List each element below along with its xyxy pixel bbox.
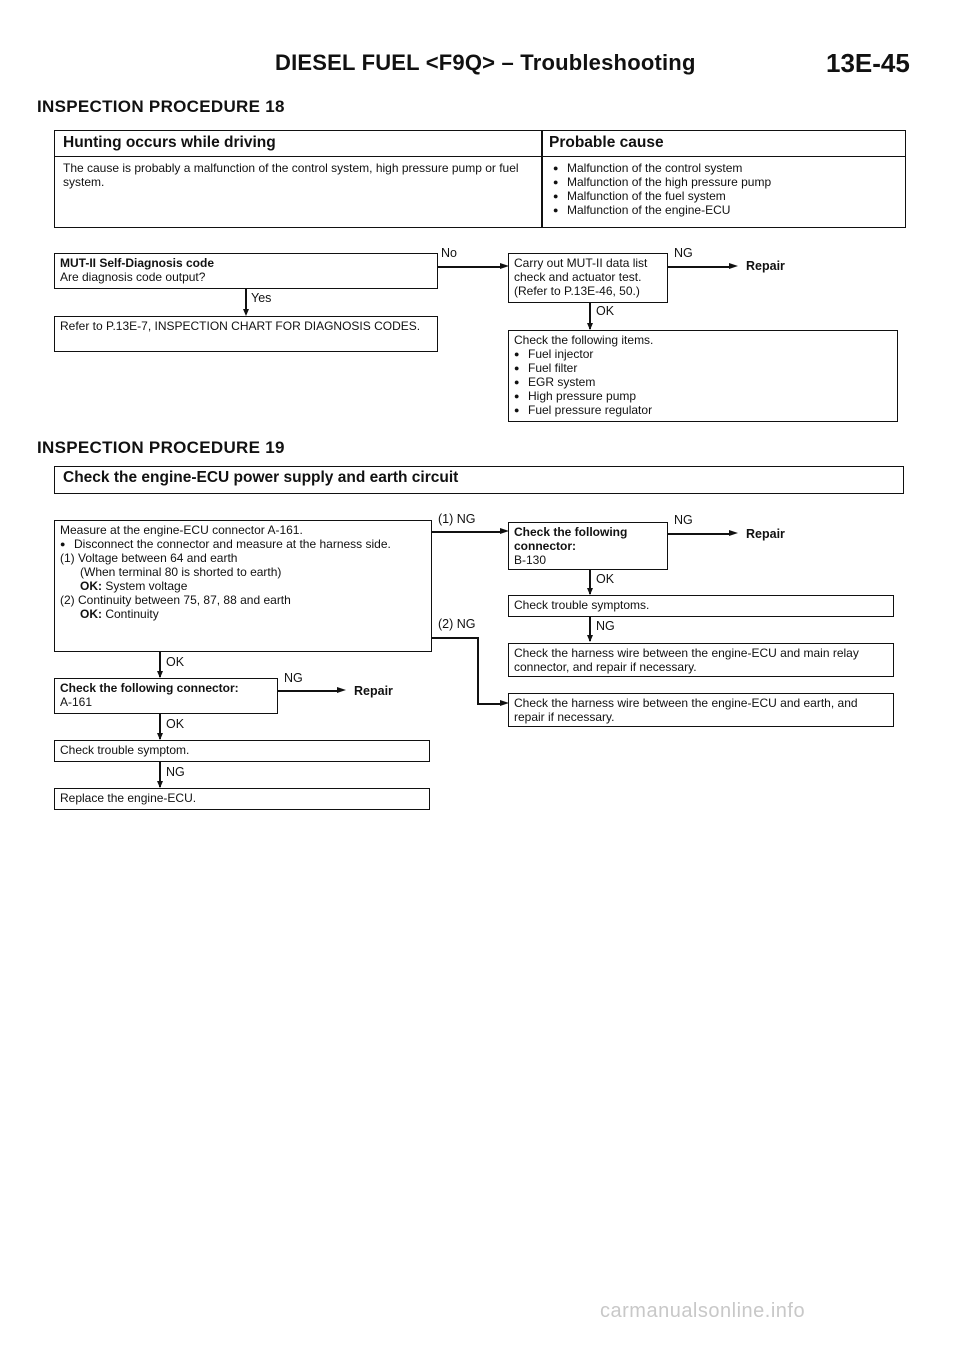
check-trouble-symptoms-box: Check trouble symptoms. (508, 595, 894, 617)
ng1-label: (1) NG (438, 512, 476, 526)
cause-item: ● Malfunction of the control system (553, 161, 893, 175)
ng-label: NG (674, 246, 693, 260)
measure-line-1: Measure at the engine-ECU connector A-161. (60, 523, 303, 537)
measure-box (54, 520, 432, 652)
a161-line-2: A-161 (60, 695, 93, 709)
yes-label: Yes (251, 291, 272, 305)
ok1-key: OK: (80, 579, 102, 593)
ok2-key: OK: (80, 607, 102, 621)
ok2-value: Continuity (105, 607, 159, 621)
measure-line-3: (1) Voltage between 64 and earth (60, 551, 238, 565)
repair-label-a: Repair (746, 527, 785, 541)
page-number: 13E-45 (826, 48, 910, 78)
b130-line-2: connector: (514, 539, 577, 553)
measure-line-4: (When terminal 80 is shorted to earth) (80, 565, 282, 579)
carry-out-box (508, 253, 668, 303)
mut-diagnosis-box (54, 253, 438, 289)
repair-label: Repair (746, 259, 785, 273)
check-item: ● High pressure pump (514, 389, 892, 403)
no-label: No (441, 246, 457, 260)
cause-item: ● Malfunction of the high pressure pump (553, 175, 893, 189)
ng2-label: (2) NG (438, 617, 476, 631)
refer-chart-box: Refer to P.13E-7, INSPECTION CHART FOR DIAGNOSIS CODES. (54, 316, 438, 352)
procedure-19-banner: Check the engine-ECU power supply and earth circuit (54, 466, 904, 494)
a161-line-1: Check the following connector: (60, 681, 239, 695)
ng-label-b: NG (596, 619, 615, 633)
repair-label-b: Repair (354, 684, 393, 698)
ok-label-b: OK (166, 655, 185, 669)
check-trouble-symptom-box: Check trouble symptom. (54, 740, 430, 762)
ng-label-d: NG (166, 765, 185, 779)
check-item: ● Fuel injector (514, 347, 892, 361)
check-item: ● Fuel pressure regulator (514, 403, 892, 417)
cause-item: ● Malfunction of the fuel system (553, 189, 893, 203)
check-items-box (508, 330, 898, 422)
check-items-title: Check the following items. (514, 333, 654, 347)
check-item: ● Fuel filter (514, 361, 892, 375)
mut-box-question: Are diagnosis code output? (60, 270, 206, 284)
ok-label-c: OK (166, 717, 185, 731)
ng-label-a: NG (674, 513, 693, 527)
harness-earth-box: Check the harness wire between the engine-ECU and earth, and repair if necessary. (508, 693, 894, 727)
check-item: ● EGR system (514, 375, 892, 389)
check-a161-box (54, 678, 278, 714)
carry-line-1: Carry out MUT-II data list (514, 256, 648, 270)
symptom-description: The cause is probably a malfunction of the control system, high pressure pump or fuel system. (63, 161, 519, 189)
ok-label: OK (596, 304, 615, 318)
b130-line-1: Check the following (514, 525, 628, 539)
page-header-title: DIESEL FUEL <F9Q> – Troubleshooting (275, 50, 696, 75)
cause-list (553, 161, 893, 217)
carry-line-3: (Refer to P.13E-46, 50.) (514, 284, 640, 298)
probable-cause-table (54, 130, 906, 228)
watermark: carmanualsonline.info (600, 1300, 806, 1322)
measure-line-5: (2) Continuity between 75, 87, 88 and earth (60, 593, 291, 607)
replace-ecu-box: Replace the engine-ECU. (54, 788, 430, 810)
ok-label-a: OK (596, 572, 615, 586)
b130-line-3: B-130 (514, 553, 547, 567)
cause-item: ● Malfunction of the engine-ECU (553, 203, 893, 217)
ok1-value: System voltage (105, 579, 188, 593)
mut-box-title: MUT-II Self-Diagnosis code (60, 256, 215, 270)
carry-line-2: check and actuator test. (514, 270, 642, 284)
harness-relay-box: Check the harness wire between the engine-ECU and main relay connector, and repair if necessary. (508, 643, 894, 677)
measure-line-2: ● Disconnect the connector and measure at the harness side. (60, 537, 426, 551)
probable-cause-title: Probable cause (541, 131, 905, 157)
ng-label-c: NG (284, 671, 303, 685)
symptom-title: Hunting occurs while driving (55, 131, 541, 157)
procedure-19-heading: INSPECTION PROCEDURE 19 (37, 438, 285, 457)
procedure-18-heading: INSPECTION PROCEDURE 18 (37, 97, 285, 116)
check-b130-box (508, 522, 668, 570)
